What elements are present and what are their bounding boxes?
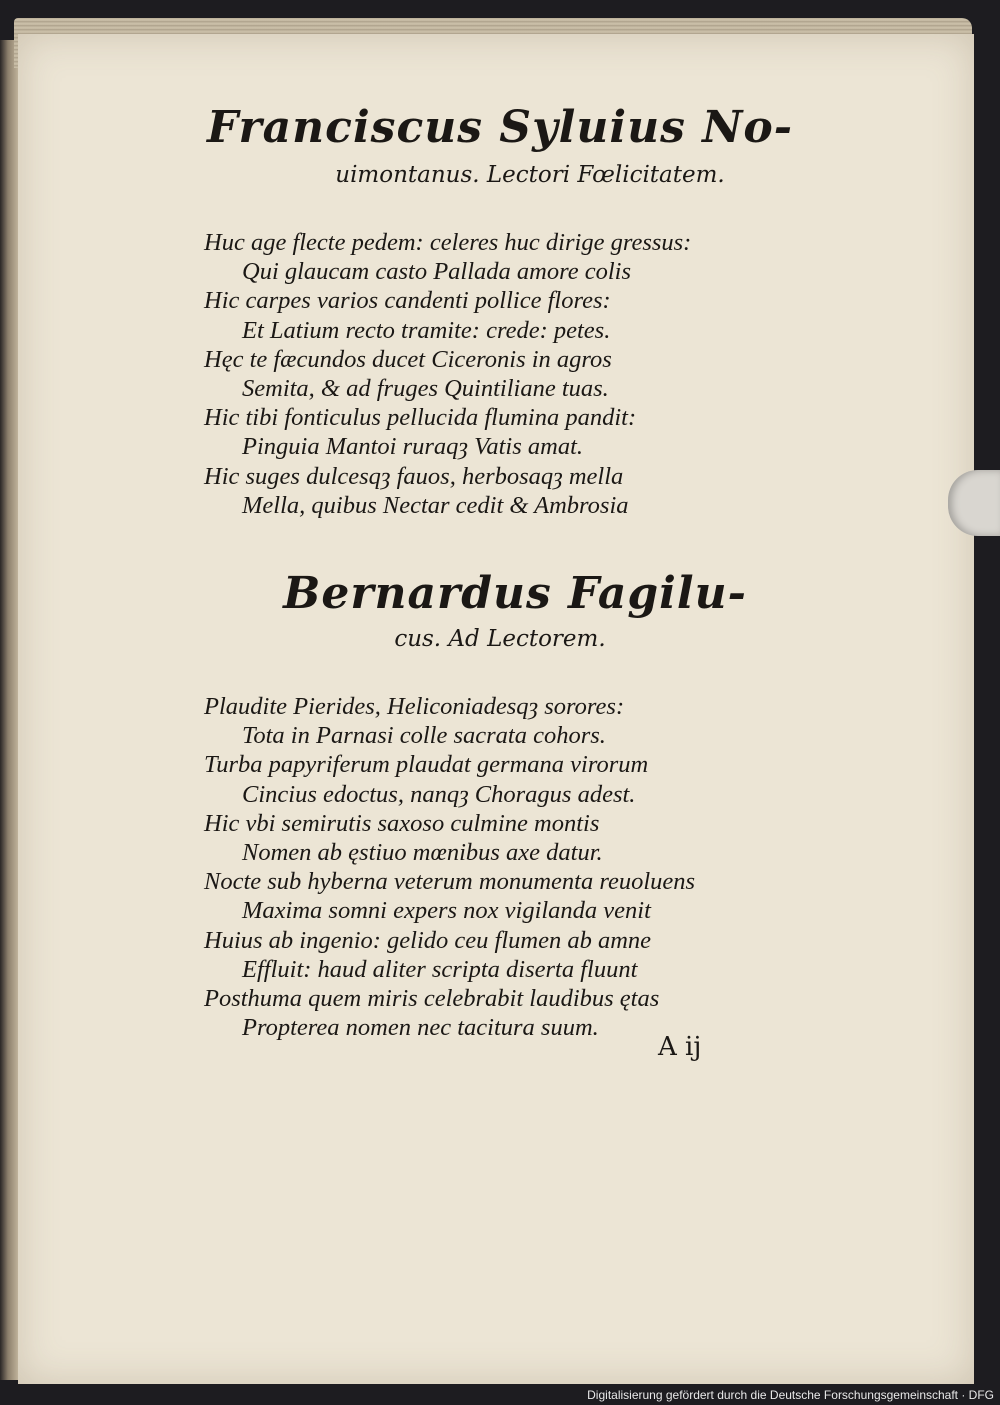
signature-mark: A ij bbox=[658, 1032, 702, 1062]
poem1-title: Franciscus Syluius No- bbox=[207, 102, 793, 153]
verse-line: Hic suges dulcesqȝ fauos, herbosaqȝ mella bbox=[204, 462, 624, 490]
verse-line: Huius ab ingenio: gelido ceu flumen ab amne bbox=[204, 926, 652, 954]
verse-line: Hic vbi semirutis saxoso culmine montis bbox=[204, 809, 600, 837]
verse-line: Hic tibi fonticulus pellucida flumina pandit: bbox=[204, 404, 637, 432]
verse-line: Plaudite Pierides, Heliconiadesqȝ sorores: bbox=[204, 693, 625, 720]
verse-line: Pinguia Mantoi ruraqȝ Vatis amat. bbox=[242, 433, 584, 461]
poem2-verses bbox=[204, 692, 695, 1042]
poem2-subtitle: cus. Ad Lectorem. bbox=[394, 626, 606, 652]
verse-line: Mella, quibus Nectar cedit & Ambrosia bbox=[242, 491, 629, 519]
verse-line: Maxima somni expers nox vigilanda venit bbox=[242, 897, 651, 925]
poem1-verses bbox=[204, 228, 691, 520]
verse-line: Posthuma quem miris celebrabit laudibus ętas bbox=[204, 984, 660, 1012]
digitization-credit: Digitalisierung gefördert durch die Deutsche Forschungsgemeinschaft · DFG bbox=[587, 1388, 994, 1402]
verse-line: Huc age flecte pedem: celeres huc dirige gressus: bbox=[204, 229, 692, 256]
bookmark-tab bbox=[948, 470, 1000, 536]
verse-line: Cincius edoctus, nanqȝ Choragus adest. bbox=[242, 780, 636, 808]
verse-line: Effluit: haud aliter scripta diserta fluunt bbox=[242, 955, 638, 983]
verse-line: Turba papyriferum plaudat germana virorum bbox=[204, 751, 649, 779]
poem2-title: Bernardus Fagilu- bbox=[283, 568, 747, 619]
verse-line: Propterea nomen nec tacitura suum. bbox=[242, 1014, 599, 1042]
verse-line: Semita, & ad fruges Quintiliane tuas. bbox=[242, 374, 609, 402]
verse-line: Nomen ab ęstiuo mœnibus axe datur. bbox=[242, 838, 603, 866]
verse-line: Qui glaucam casto Pallada amore colis bbox=[242, 258, 632, 286]
poem1-subtitle: uimontanus. Lectori Fœlicitatem. bbox=[335, 162, 725, 188]
book-edge-left bbox=[0, 40, 20, 1380]
verse-line: Hęc te fæcundos ducet Ciceronis in agros bbox=[204, 345, 612, 373]
verse-line: Et Latium recto tramite: crede: petes. bbox=[242, 316, 611, 344]
verse-line: Nocte sub hyberna veterum monumenta reuoluens bbox=[204, 868, 696, 896]
verse-line: Tota in Parnasi colle sacrata cohors. bbox=[242, 722, 606, 750]
verse-line: Hic carpes varios candenti pollice flores: bbox=[204, 287, 611, 315]
